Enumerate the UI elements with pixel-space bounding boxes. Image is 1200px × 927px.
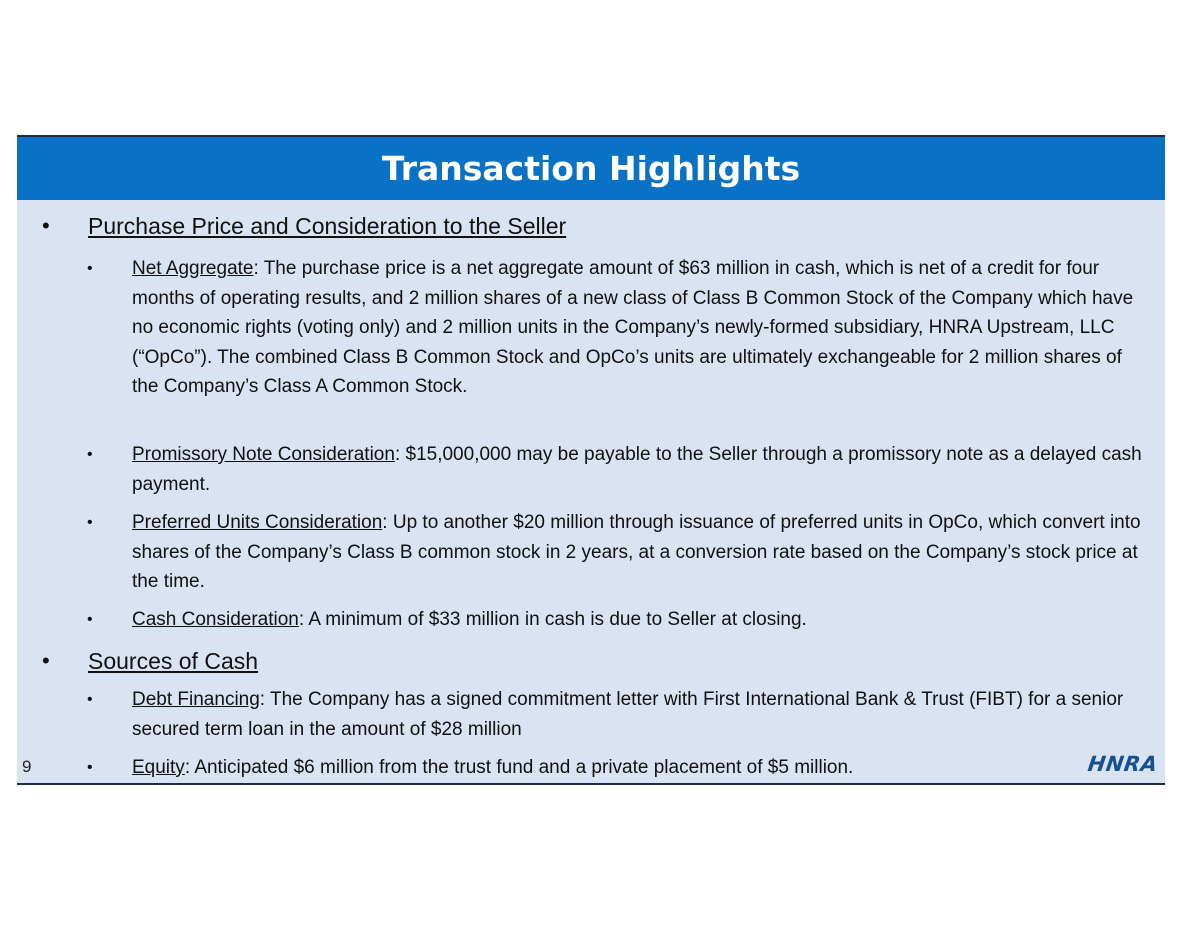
item-body: : Up to another $20 million through issuance of preferred units in OpCo, which convert into shares of the Company’s Class B common stock in 2 years, at a conversion rate based on the Company’s stock price at the time. [132, 512, 1141, 592]
section-bullet: • [42, 648, 50, 673]
hnra-logo: HNRA [1086, 752, 1160, 776]
item-body: : The Company has a signed commitment letter with First International Bank & Trust (FIBT) for a senior secured term loan in the amount of $28 million [132, 689, 1124, 740]
item-label: Cash Consideration [132, 609, 299, 630]
item-label: Net Aggregate [132, 258, 254, 279]
item-label: Promissory Note Consideration [132, 444, 395, 465]
item-text [132, 753, 1143, 783]
slide-content [17, 200, 1165, 783]
item-bullet: • [87, 759, 93, 776]
item-text [132, 440, 1143, 499]
item-body: : $15,000,000 may be payable to the Seller through a promissory note as a delayed cash payment. [132, 444, 1142, 495]
slide-header [17, 137, 1165, 200]
item-label: Debt Financing [132, 689, 260, 710]
item-label: Preferred Units Consideration [132, 512, 383, 533]
item-text [132, 685, 1143, 744]
item-bullet: • [87, 691, 93, 708]
item-bullet: • [87, 446, 93, 463]
section-title: Sources of Cash [88, 648, 259, 674]
page-number: 9 [22, 757, 32, 776]
item-body: : Anticipated $6 million from the trust fund and a private placement of $5 million. [184, 757, 854, 778]
item-bullet: • [87, 260, 93, 277]
item-bullet: • [87, 611, 93, 628]
section-title: Purchase Price and Consideration to the Seller [88, 213, 567, 239]
item-text [132, 254, 1143, 402]
slide-title: Transaction Highlights [381, 149, 801, 188]
item-text [132, 605, 1143, 635]
item-body: : A minimum of $33 million in cash is due to Seller at closing. [298, 609, 807, 630]
item-bullet: • [87, 514, 93, 531]
item-label: Equity [132, 757, 185, 778]
item-text [132, 508, 1143, 597]
section-bullet: • [42, 213, 50, 238]
item-body: : The purchase price is a net aggregate amount of $63 million in cash, which is net of a credit for four months of operating results, and 2 million shares of a new class of Class B Common Stock of the Company which have no economic rights (voting only) and 2 million units in the Company’s newly-formed subsidiary, HNRA Upstream, LLC (“OpCo”). The combined Class B Common Stock and OpCo’s units are ultimately exchangeable for 2 million shares of the Company’s Class A Common Stock. [132, 258, 1134, 397]
slide [17, 135, 1165, 785]
